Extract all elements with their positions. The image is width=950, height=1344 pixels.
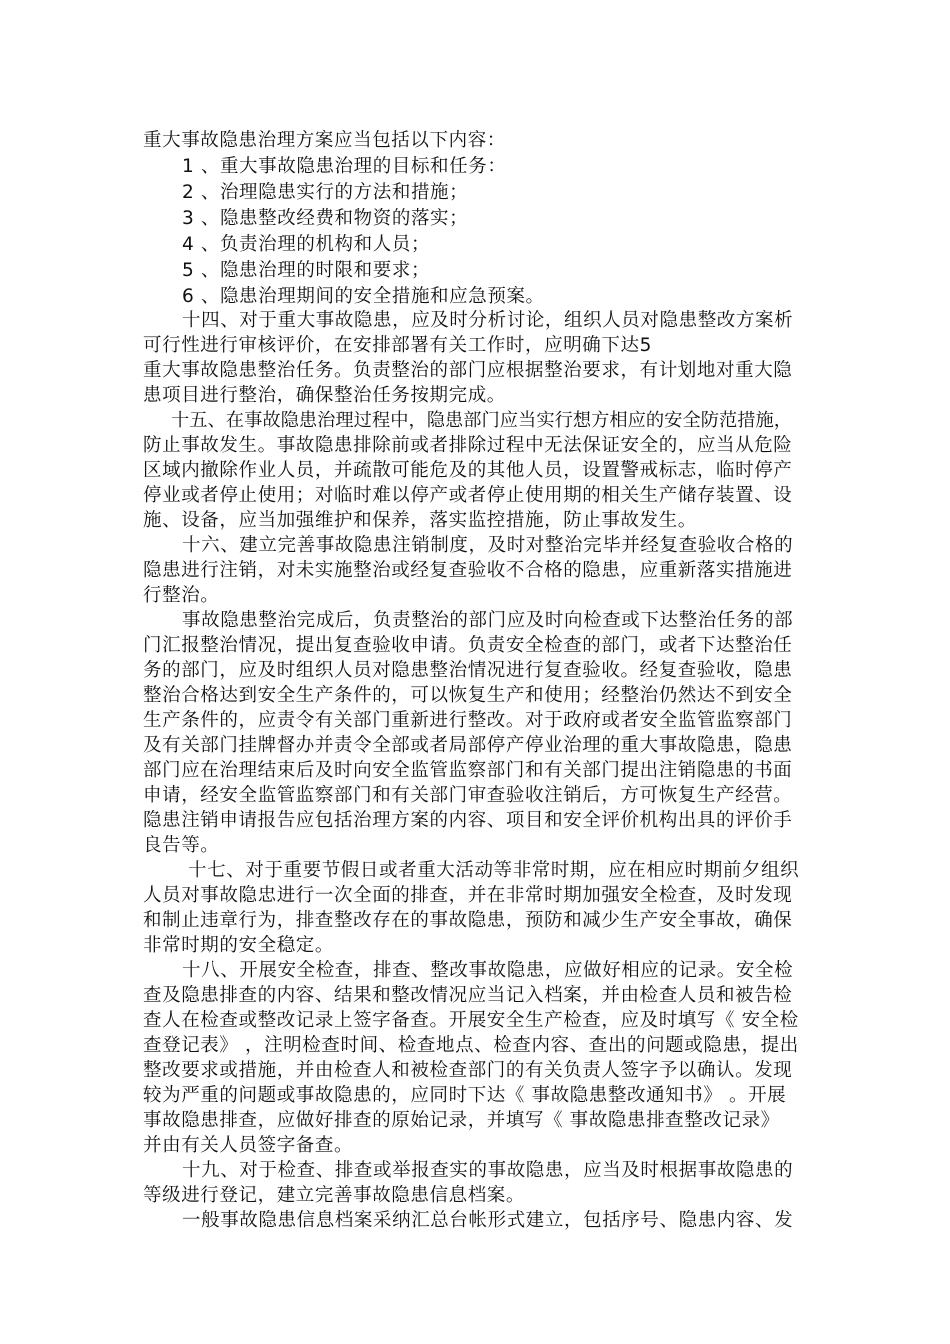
paragraph-line: 事故隐患排查，应做好排查的原始记录，并填写《 事故隐患排查整改记录》 xyxy=(143,1110,780,1131)
paragraph-line: 隐患注销申请报告应包括治理方案的内容、项目和安全评价机构出具的评价手 xyxy=(143,810,793,831)
list-item: 6 、隐患治理期间的安全措施和应急预案。 xyxy=(182,286,545,307)
paragraph-line: 务的部门，应及时组织人员对隐患整治情况进行复查验收。经复查验收，隐患 xyxy=(143,660,793,681)
paragraph-line: 门汇报整治情况，提出复查验收申请。负责安全检查的部门，或者下达整治任 xyxy=(143,635,793,656)
paragraph-line: 施、设备，应当加强维护和保养，落实监控措施，防止事故发生。 xyxy=(143,510,697,531)
paragraph-line: 患项目进行整治，确保整治任务按期完成。 xyxy=(143,385,506,406)
paragraph-line: 行整治。 xyxy=(143,585,220,606)
paragraph-line: 查人在检查或整改记录上签字备查。开展安全生产检查，应及时填写《 安全检 xyxy=(143,1010,799,1031)
paragraph-line: 生产条件的，应责令有关部门重新进行整改。对于政府或者安全监管监察部门 xyxy=(143,710,793,731)
paragraph-line: 查登记表》 ，注明检查时间、检查地点、检查内容、查出的问题或隐患，提出 xyxy=(143,1035,799,1056)
paragraph-line: 区域内撤除作业人员，并疏散可能危及的其他人员，设置警戒标志，临时停产 xyxy=(143,460,793,481)
paragraph-line: 申请，经安全监管监察部门和有关部门审查验收注销后，方可恢复生产经营。 xyxy=(143,785,793,806)
list-item: 4 、负责治理的机构和人员； xyxy=(182,234,431,255)
paragraph-line: 人员对事故隐忠进行一次全面的排查，并在非常时期加强安全检查，及时发现 xyxy=(143,885,793,906)
paragraph-line: 十八、开展安全检查，排查、整改事故隐患，应做好相应的记录。安全检 xyxy=(182,960,794,981)
paragraph-line: 隐患进行注销，对未实施整治或经复查验收不合格的隐患，应重新落实措施进 xyxy=(143,560,793,581)
paragraph-line: 查及隐患排查的内容、结果和整改情况应当记入档案，并由检查人员和被告检 xyxy=(143,985,793,1006)
paragraph-line: 较为严重的问题或事故隐患的，应同时下达《 事故隐患整改通知书》 。开展 xyxy=(143,1085,787,1106)
paragraph-line: 等级进行登记，建立完善事故隐患信息档案。 xyxy=(143,1185,526,1206)
paragraph-line: 及有关部门挂牌督办并责令全部或者局部停产停业治理的重大事故隐患，隐患 xyxy=(143,735,793,756)
paragraph-line: 十九、对于检查、排查或举报查实的事故隐患，应当及时根据事故隐患的 xyxy=(182,1160,794,1181)
paragraph-line: 十五、在事故隐患治理过程中，隐患部门应当实行想方相应的安全防范措施， xyxy=(171,410,793,431)
paragraph-line: 十七、对于重要节假日或者重大活动等非常时期，应在相应时期前夕组织 xyxy=(188,860,800,881)
paragraph-line: 重大事故隐患整治任务。负责整治的部门应根据整治要求，有计划地对重大隐 xyxy=(143,360,793,381)
paragraph-line: 十六、建立完善事故隐患注销制度，及时对整治完毕并经复查验收合格的 xyxy=(182,535,794,556)
paragraph-line: 重大事故隐患治理方案应当包括以下内容： xyxy=(143,130,506,151)
list-item: 1 、重大事故隐患治理的目标和任务： xyxy=(182,156,507,177)
paragraph-line: 非常时期的安全稳定。 xyxy=(143,935,335,956)
paragraph-line: 良告等。 xyxy=(143,835,220,856)
paragraph-line: 防止事故发生。事故隐患排除前或者排除过程中无法保证安全的，应当从危险 xyxy=(143,435,793,456)
paragraph-line: 整治合格达到安全生产条件的，可以恢复生产和使用；经整治仍然达不到安全 xyxy=(143,685,793,706)
paragraph-line: 十四、对于重大事故隐患，应及时分析讨论，组织人员对隐患整改方案析 xyxy=(182,310,794,331)
list-item: 3 、隐患整改经费和物资的落实； xyxy=(182,208,469,229)
paragraph-line: 可行性进行审核评价，在安排部署有关工作时，应明确下达5 xyxy=(143,335,652,356)
paragraph-line: 部门应在治理结束后及时向安全监管监察部门和有关部门提出注销隐患的书面 xyxy=(143,760,793,781)
list-item: 5 、隐患治理的时限和要求； xyxy=(182,260,431,281)
paragraph-line: 停业或者停止使用；对临时难以停产或者停止使用期的相关生产储存装置、设 xyxy=(143,485,793,506)
paragraph-line: 整改要求或措施，并由检查人和被检查部门的有关负责人签字予以确认。发现 xyxy=(143,1060,793,1081)
paragraph-line: 和制止违章行为，排查整改存在的事故隐患，预防和减少生产安全事故，确保 xyxy=(143,910,793,931)
list-item: 2 、治理隐患实行的方法和措施； xyxy=(182,182,469,203)
paragraph-line: 并由有关人员签字备查。 xyxy=(143,1135,354,1156)
paragraph-line: 事故隐患整治完成后，负责整治的部门应及时向检查或下达整治任务的部 xyxy=(182,610,794,631)
paragraph-line: 一般事故隐患信息档案采纳汇总台帐形式建立，包括序号、隐患内容、发 xyxy=(182,1210,794,1231)
